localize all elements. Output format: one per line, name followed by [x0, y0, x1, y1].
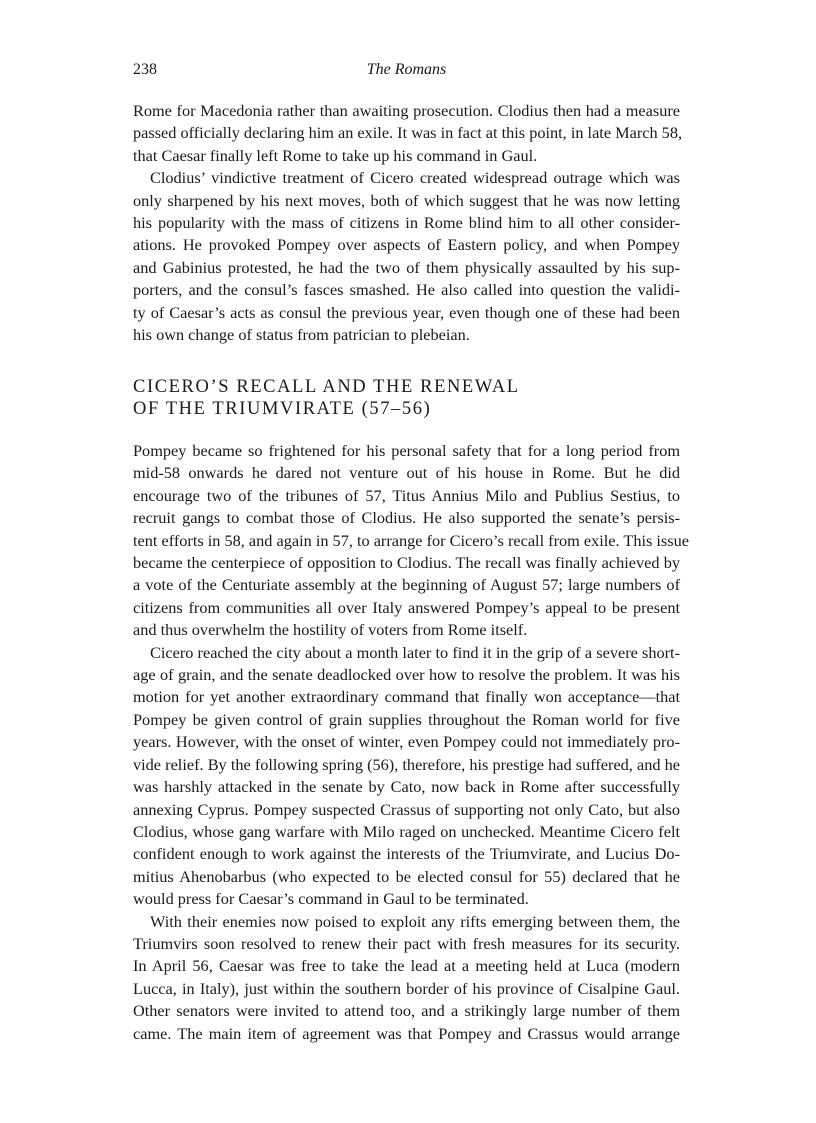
text-line: vide relief. By the following spring (56), therefore, his prestige had suffered, and he [133, 754, 680, 774]
text-line: Lucca, in Italy), just within the southern border of his province of Cisalpine Gaul. [133, 978, 680, 998]
text-line: Other senators were invited to attend too, and a strikingly large number of them [133, 1001, 680, 1021]
text-line: mitius Ahenobarbus (who expected to be elected consul for 55) declared that he [133, 866, 680, 886]
text-line: and thus overwhelm the hostility of voters from Rome itself. [133, 620, 528, 640]
section-heading-line: CICERO’S RECALL AND THE RENEWAL [133, 377, 520, 397]
running-head [133, 59, 680, 81]
text-line: citizens from communities all over Italy answered Pompey’s appeal to be present [133, 597, 680, 617]
text-line: confident enough to work against the interests of the Triumvirate, and Lucius Do- [133, 844, 680, 864]
text-line: Pompey be given control of grain supplies throughout the Roman world for five [133, 709, 680, 729]
section-heading [133, 376, 680, 420]
section-heading-line: OF THE TRIUMVIRATE (57–56) [133, 399, 432, 419]
text-line: a vote of the Centuriate assembly at the beginning of August 57; large numbers of [133, 575, 680, 595]
text-line: Rome for Macedonia rather than awaiting prosecution. Clodius then had a measure [133, 101, 680, 120]
text-line: years. However, with the onset of winter, even Pompey could not immediately pro- [133, 732, 680, 752]
text-line: encourage two of the tribunes of 57, Titus Annius Milo and Publius Sestius, to [133, 485, 680, 505]
text-line: With their enemies now poised to exploit any rifts emerging between them, the [150, 911, 680, 931]
text-line: ations. He provoked Pompey over aspects of Eastern policy, and when Pompey [133, 235, 680, 255]
text-line: was harshly attacked in the senate by Cato, now back in Rome after successfully [133, 777, 680, 797]
text-line: passed officially declaring him an exile. It was in fact at this point, in late March 58, [133, 123, 683, 143]
text-line: Clodius, whose gang warfare with Milo raged on unchecked. Meantime Cicero felt [133, 821, 680, 841]
text-line: porters, and the consul’s fasces smashed. He also called into question the validi- [133, 280, 680, 300]
page-number: 238 [133, 61, 157, 78]
running-title: The Romans [366, 61, 447, 78]
text-line: motion for yet another extraordinary command that finally won acceptance—that [133, 687, 680, 707]
text-line: Cicero reached the city about a month later to find it in the grip of a severe short- [150, 642, 680, 662]
text-line: would press for Caesar’s command in Gaul to be terminated. [133, 889, 529, 909]
text-line: came. The main item of agreement was that Pompey and Crassus would arrange [133, 1023, 680, 1043]
text-line: and Gabinius protested, he had the two of them physically assaulted by his sup- [133, 257, 680, 277]
text-line: Clodius’ vindictive treatment of Cicero created widespread outrage which was [150, 168, 680, 188]
text-line: recruit gangs to combat those of Clodius. He also supported the senate’s persis- [133, 508, 680, 528]
text-line: age of grain, and the senate deadlocked over how to resolve the problem. It was his [133, 665, 680, 685]
text-line: Triumvirs soon resolved to renew their pact with fresh measures for its security. [133, 933, 680, 953]
text-line: ty of Caesar’s acts as consul the previous year, even though one of these had been [133, 302, 680, 322]
text-line: became the centerpiece of opposition to Clodius. The recall was finally achieved by [133, 553, 680, 573]
text-line: In April 56, Caesar was free to take the lead at a meeting held at Luca (modern [133, 956, 680, 976]
text-line: his own change of status from patrician to plebeian. [133, 325, 470, 345]
text-line: Pompey became so frightened for his personal safety that for a long period from [133, 441, 680, 460]
text-line: his popularity with the mass of citizens in Rome blind him to all other consider- [133, 213, 680, 233]
section-1-text [133, 100, 683, 346]
text-line: mid-58 onwards he dared not venture out of his house in Rome. But he did [133, 463, 680, 483]
text-line: tent efforts in 58, and again in 57, to arrange for Cicero’s recall from exile. This issue [133, 530, 689, 550]
text-line: only sharpened by his next moves, both of which suggest that he was now letting [133, 190, 680, 210]
section-2-text [133, 440, 689, 1045]
text-line: that Caesar finally left Rome to take up his command in Gaul. [133, 145, 538, 165]
text-line: annexing Cyprus. Pompey suspected Crassus of supporting not only Cato, but also [133, 799, 680, 819]
